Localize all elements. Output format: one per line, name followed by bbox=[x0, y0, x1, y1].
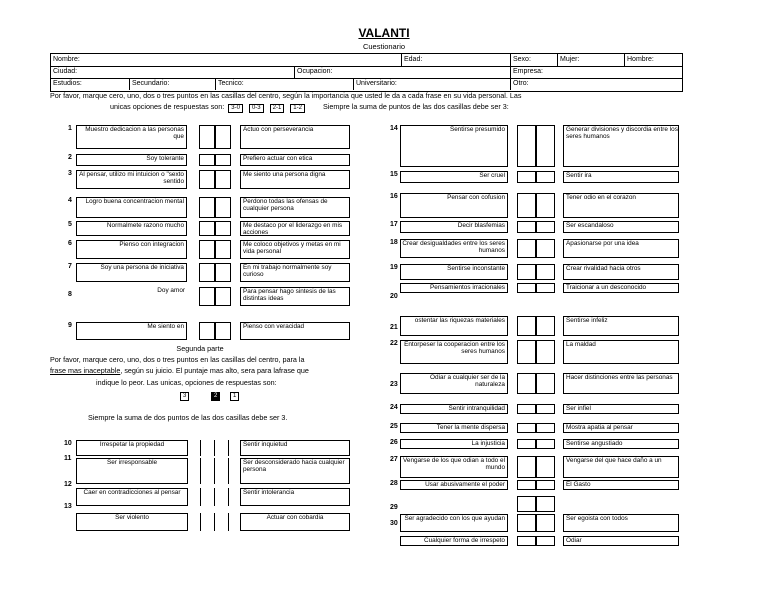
secundario-field[interactable]: Secundario: bbox=[129, 78, 215, 90]
item-number: 18 bbox=[390, 239, 398, 246]
answer-box-b[interactable] bbox=[536, 404, 555, 414]
answer-box-a[interactable] bbox=[199, 154, 215, 166]
answer-box-a[interactable] bbox=[517, 264, 536, 280]
answer-box-a[interactable] bbox=[517, 193, 536, 218]
statement-a: Al pensar, utilizo mi intuicion o "sexto sentido bbox=[76, 170, 187, 189]
answer-box-a[interactable] bbox=[517, 536, 536, 546]
answer-box-b[interactable] bbox=[536, 239, 555, 258]
answer-box-a[interactable] bbox=[517, 316, 536, 336]
estudios-label: Estudios: bbox=[53, 80, 82, 87]
tecnico-field[interactable]: Tecnico: bbox=[215, 78, 353, 90]
statement-b: Actuar con cobardia bbox=[240, 513, 350, 531]
answer-box-b[interactable] bbox=[215, 170, 231, 189]
answer-box-b[interactable] bbox=[536, 373, 555, 394]
statement-b: Hacer distinciones entre las personas bbox=[563, 373, 679, 394]
answer-box-b[interactable] bbox=[536, 125, 555, 167]
item-number: 29 bbox=[390, 504, 398, 511]
part2-line-3: indique lo peor. Las unicas, opciones de respuestas son: bbox=[96, 378, 277, 387]
answer-box-b[interactable] bbox=[536, 340, 555, 364]
answer-box-b[interactable] bbox=[536, 480, 555, 490]
instructions-line-1: Por favor, marque cero, uno, dos o tres puntos en las casillas del centro, según la importancia que usted le da a cada frase en su vida personal. Las bbox=[50, 91, 522, 100]
item-number: 24 bbox=[390, 404, 398, 411]
answer-box-a[interactable] bbox=[199, 287, 215, 306]
answer-box-a[interactable] bbox=[199, 263, 215, 282]
answer-line-b[interactable] bbox=[214, 440, 215, 456]
hombre-field[interactable]: Hombre: bbox=[624, 54, 682, 66]
statement-b: Me siento una persona digna bbox=[240, 170, 350, 189]
answer-box-b[interactable] bbox=[536, 283, 555, 293]
statement-b: Para pensar hago sintesis de las distintas ideas bbox=[240, 287, 350, 306]
statement-a: La injusticia bbox=[400, 439, 508, 449]
answer-box-b[interactable] bbox=[536, 423, 555, 433]
statement-b: Traicionar a un desconocido bbox=[563, 283, 679, 293]
item-number: 9 bbox=[68, 322, 72, 329]
statement-a: Decir blasfemias bbox=[400, 221, 508, 233]
part2-line-2-rest: , según su juicio. El puntaje mas alto, sera para lafrase que bbox=[120, 366, 309, 375]
statement-b: Ser desconsiderado hacia cualquier persona bbox=[240, 458, 350, 484]
statement-a: Doy amor bbox=[157, 287, 185, 294]
item-number: 7 bbox=[68, 263, 72, 270]
answer-box-a[interactable] bbox=[517, 404, 536, 414]
answer-box-b[interactable] bbox=[215, 197, 231, 218]
part2-option-2: 2 bbox=[211, 392, 220, 401]
item-number: 28 bbox=[390, 480, 398, 487]
answer-box-a[interactable] bbox=[517, 171, 536, 183]
item-number: 26 bbox=[390, 439, 398, 446]
universitario-field[interactable]: Universitario: bbox=[353, 78, 510, 90]
statement-b: Actuo con perseverancia bbox=[240, 125, 350, 149]
personal-info-form bbox=[50, 53, 683, 92]
statement-a: Ser violento bbox=[76, 513, 188, 531]
statement-b: Prefiero actuar con etica bbox=[240, 154, 350, 166]
statement-a: Pensar con cofusion bbox=[400, 193, 508, 218]
statement-a: Normalmete razono mucho bbox=[76, 221, 187, 236]
statement-b: Me coloco objetivos y metas en mi vida personal bbox=[240, 240, 350, 259]
statement-a: Soy tolerante bbox=[76, 154, 187, 166]
instructions-sum-rule: Siempre la suma de puntos de las dos casillas debe ser 3: bbox=[322, 102, 509, 111]
instructions-line-2 bbox=[110, 103, 710, 113]
part2-line-1: Por favor, marque cero, uno, dos o tres puntos en las casillas del centro, para la bbox=[50, 355, 305, 364]
part2-option-3: 3 bbox=[180, 392, 189, 401]
item-number: 22 bbox=[390, 340, 398, 347]
answer-box-a[interactable] bbox=[517, 456, 536, 478]
statement-a: Sentirse inconstante bbox=[400, 264, 508, 280]
option-0-3: 0-3 bbox=[249, 104, 264, 113]
edad-field[interactable]: Edad: bbox=[401, 54, 510, 66]
statement-a: Ser cruel bbox=[400, 171, 508, 183]
statement-a: Usar abusivamente el poder bbox=[400, 480, 508, 490]
statement-a: Muestro dedicacion a las personas que bbox=[76, 125, 187, 149]
answer-box-b[interactable] bbox=[215, 263, 231, 282]
statement-b: Sentir intolerancia bbox=[240, 488, 350, 506]
statement-b: Mostra apatia al pensar bbox=[563, 423, 679, 433]
statement-a: Entorpeser la cooperacion entre los seres humanos bbox=[400, 340, 508, 364]
answer-box-a[interactable] bbox=[199, 240, 215, 259]
statement-b: Odiar bbox=[563, 536, 679, 546]
answer-box-b[interactable] bbox=[536, 171, 555, 183]
answer-box-b[interactable] bbox=[215, 287, 231, 306]
answer-line-c[interactable] bbox=[228, 488, 229, 506]
answer-box-b[interactable] bbox=[215, 154, 231, 166]
statement-a: ostentar las riquezas materiales bbox=[400, 316, 508, 336]
ocupacion-field[interactable]: Ocupacion: bbox=[294, 66, 510, 78]
otro-field[interactable]: Otro: bbox=[510, 78, 682, 90]
statement-b: Sentir ira bbox=[563, 171, 679, 183]
statement-b: En mi trabajo normalmente soy curioso bbox=[240, 263, 350, 282]
answer-box-b[interactable] bbox=[536, 221, 555, 233]
item-number: 8 bbox=[68, 291, 72, 298]
item-number: 2 bbox=[68, 154, 72, 161]
statement-a: Sentir intranquilidad bbox=[400, 404, 508, 414]
statement-b: Sentirse angustiado bbox=[563, 439, 679, 449]
answer-line-a[interactable] bbox=[200, 513, 201, 531]
statement-a: Vengarse de los que odian a todo el mundo bbox=[400, 456, 508, 478]
item-number: 13 bbox=[64, 503, 72, 510]
statement-a: Odiar a cualquier ser de la naturaleza bbox=[400, 373, 508, 394]
statement-b: Generar divisiones y discordia entre los seres humanos bbox=[563, 125, 679, 167]
answer-box-a[interactable] bbox=[199, 170, 215, 189]
page-title: VALANTI bbox=[358, 26, 410, 40]
answer-box-a[interactable] bbox=[199, 125, 215, 149]
answer-line-c[interactable] bbox=[228, 513, 229, 531]
answer-box-a[interactable] bbox=[199, 221, 215, 236]
statement-a: Soy una persona de iniciativa bbox=[76, 263, 187, 282]
statement-a: Sentirse presumido bbox=[400, 125, 508, 167]
statement-b: Ser escandaloso bbox=[563, 221, 679, 233]
answer-box-b[interactable] bbox=[536, 316, 555, 336]
statement-a: Logro buena concentracion mental bbox=[76, 197, 187, 218]
answer-line-a[interactable] bbox=[200, 440, 201, 456]
statement-a: Tener la mente dispersa bbox=[400, 423, 508, 433]
item-number: 12 bbox=[64, 481, 72, 488]
item-number: 25 bbox=[390, 423, 398, 430]
answer-box-a[interactable] bbox=[199, 322, 215, 340]
statement-b: Sentirse infeliz bbox=[563, 316, 679, 336]
statement-a: Ser agradecido con los que ayudan bbox=[400, 514, 508, 532]
option-2-1: 2-1 bbox=[270, 104, 285, 113]
item-number: 23 bbox=[390, 381, 398, 388]
answer-line-b[interactable] bbox=[214, 513, 215, 531]
answer-box-b[interactable] bbox=[215, 221, 231, 236]
statement-b: Me destaco por el liderazgo en mis acciones bbox=[240, 221, 350, 236]
answer-box-b[interactable] bbox=[536, 456, 555, 478]
option-1-2: 1-2 bbox=[290, 104, 305, 113]
statement-a: Crear desigualdades entre los seres humanos bbox=[400, 239, 508, 258]
answer-box-a[interactable] bbox=[517, 283, 536, 293]
statement-b: El Gasto bbox=[563, 480, 679, 490]
answer-line-a[interactable] bbox=[200, 458, 201, 484]
part2-line-4: Siempre la suma de dos puntos de las dos casillas debe ser 3. bbox=[88, 413, 288, 422]
ciudad-field[interactable]: Ciudad: bbox=[53, 68, 78, 75]
statement-a: Irrespetar la propiedad bbox=[76, 440, 188, 456]
answer-box-b[interactable] bbox=[536, 496, 555, 512]
statement-b: Tener odio en el corazon bbox=[563, 193, 679, 218]
item-number: 11 bbox=[64, 455, 72, 462]
item-number: 20 bbox=[390, 293, 398, 300]
part2-emphasis: frase mas inaceptable bbox=[50, 366, 121, 375]
answer-box-a[interactable] bbox=[517, 125, 536, 167]
answer-box-a[interactable] bbox=[199, 197, 215, 218]
answer-box-b[interactable] bbox=[536, 514, 555, 532]
part2-option-1: 1 bbox=[230, 392, 239, 401]
statement-b: Pienso con veracidad bbox=[240, 322, 350, 340]
item-number: 30 bbox=[390, 520, 398, 527]
statement-b: Crear rivalidad hacia otros bbox=[563, 264, 679, 280]
item-number: 10 bbox=[64, 440, 72, 447]
answer-box-a[interactable] bbox=[517, 221, 536, 233]
answer-box-a[interactable] bbox=[517, 496, 536, 512]
item-number: 14 bbox=[390, 125, 398, 132]
part2-line-2 bbox=[50, 367, 360, 376]
item-number: 1 bbox=[68, 125, 72, 132]
statement-b: Sentir inquietud bbox=[240, 440, 350, 456]
statement-b: Apasionarse por una idea bbox=[563, 239, 679, 258]
answer-box-a[interactable] bbox=[517, 439, 536, 449]
answer-box-a[interactable] bbox=[517, 373, 536, 394]
answer-line-b[interactable] bbox=[214, 458, 215, 484]
item-number: 17 bbox=[390, 221, 398, 228]
answer-box-a[interactable] bbox=[517, 340, 536, 364]
item-number: 15 bbox=[390, 171, 398, 178]
answer-box-b[interactable] bbox=[536, 439, 555, 449]
statement-a: Pienso con integracion bbox=[76, 240, 187, 259]
item-number: 19 bbox=[390, 264, 398, 271]
sexo-label: Sexo: bbox=[510, 54, 557, 66]
answer-line-c[interactable] bbox=[228, 440, 229, 456]
answer-line-b[interactable] bbox=[214, 488, 215, 506]
page-subtitle: Cuestionario bbox=[362, 42, 406, 51]
answer-line-c[interactable] bbox=[228, 458, 229, 484]
answer-box-a[interactable] bbox=[517, 480, 536, 490]
instructions-options-label: unicas opciones de respuestas son: bbox=[110, 102, 225, 111]
item-number: 4 bbox=[68, 197, 72, 204]
statement-b: Perdono todas las ofensas de cualquier persona bbox=[240, 197, 350, 218]
item-number: 27 bbox=[390, 456, 398, 463]
statement-b: Ser infiel bbox=[563, 404, 679, 414]
statement-b: Ser egoista con todos bbox=[563, 514, 679, 532]
answer-box-a[interactable] bbox=[517, 239, 536, 258]
item-number: 5 bbox=[68, 221, 72, 228]
statement-b: Vengarse del que hace daño a un bbox=[563, 456, 679, 478]
statement-a: Me siento en bbox=[76, 322, 187, 340]
answer-box-a[interactable] bbox=[517, 423, 536, 433]
answer-box-b[interactable] bbox=[215, 240, 231, 259]
item-number: 16 bbox=[390, 193, 398, 200]
statement-b: La maldad bbox=[563, 340, 679, 364]
item-number: 3 bbox=[68, 170, 72, 177]
statement-a: Pensamientos irracionales bbox=[400, 283, 508, 293]
mujer-field[interactable]: Mujer: bbox=[557, 54, 624, 66]
part2-title: Segunda parte bbox=[176, 344, 224, 353]
part2-options bbox=[178, 392, 241, 401]
answer-box-b[interactable] bbox=[536, 193, 555, 218]
statement-a: Caer en contradicciones al pensar bbox=[76, 488, 188, 506]
answer-box-b[interactable] bbox=[536, 536, 555, 546]
nombre-field[interactable]: Nombre: bbox=[53, 56, 80, 63]
answer-line-a[interactable] bbox=[200, 488, 201, 506]
answer-box-a[interactable] bbox=[517, 514, 536, 532]
item-number: 6 bbox=[68, 240, 72, 247]
answer-box-b[interactable] bbox=[215, 322, 231, 340]
statement-a: Ser irresponsable bbox=[76, 458, 188, 484]
answer-box-b[interactable] bbox=[536, 264, 555, 280]
statement-a: Cualquier forma de irrespeto bbox=[400, 536, 508, 546]
answer-box-b[interactable] bbox=[215, 125, 231, 149]
option-3-0: 3-0 bbox=[228, 104, 243, 113]
empresa-field[interactable]: Empresa: bbox=[510, 66, 682, 78]
item-number: 21 bbox=[390, 324, 398, 331]
